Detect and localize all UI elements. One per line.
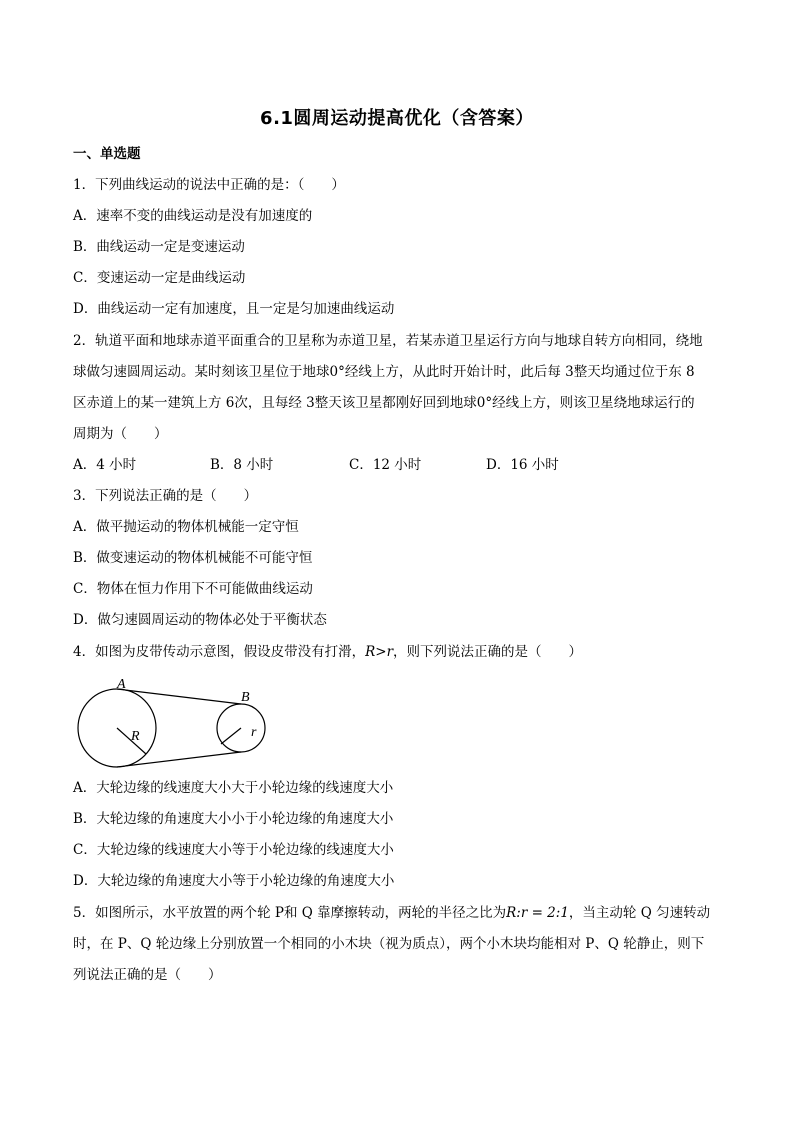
belt-upper <box>117 689 241 704</box>
q2-option-a: A．4 小时 <box>73 457 137 473</box>
page-title: 6.1圆周运动提高优化（含答案） <box>260 108 534 129</box>
q3-stem: 3．下列说法正确的是（ ） <box>73 488 258 504</box>
q1-option-a: A．速率不变的曲线运动是没有加速度的 <box>73 208 313 224</box>
q4-option-b: B．大轮边缘的角速度大小小于小轮边缘的角速度大小 <box>73 811 394 827</box>
section-heading: 一、单选题 <box>73 146 141 162</box>
q2-option-c: C．12 小时 <box>349 457 422 473</box>
belt-lower <box>117 752 241 767</box>
q2-stem-line-4: 周期为（ ） <box>73 426 168 442</box>
point-a-label: A <box>117 677 126 692</box>
q2-stem-line-2: 球做匀速圆周运动。某时刻该卫星位于地球0°经线上方，从此时开始计时，此后每 3整天均通过位于东 8 <box>73 364 695 380</box>
q1-stem: 1．下列曲线运动的说法中正确的是：（ ） <box>73 177 345 193</box>
q1-option-d: D．曲线运动一定有加速度，且一定是匀加速曲线运动 <box>73 301 395 317</box>
q4-option-c: C．大轮边缘的线速度大小等于小轮边缘的线速度大小 <box>73 842 394 858</box>
q4-stem-text-pre: 4．如图为皮带传动示意图，假设皮带没有打滑， <box>73 644 366 660</box>
q5-stem-text-post: ，当主动轮 Q 匀速转动 <box>568 905 711 921</box>
point-b-label: B <box>241 690 250 705</box>
q1-option-c: C．变速运动一定是曲线运动 <box>73 270 246 286</box>
radius-R-label: R <box>131 729 140 744</box>
small-wheel-radius <box>221 728 241 744</box>
q5-stem-line-3: 列说法正确的是（ ） <box>73 967 222 983</box>
q2-option-b: B．8 小时 <box>210 457 274 473</box>
q3-option-b: B．做变速运动的物体机械能不可能守恒 <box>73 550 313 566</box>
q2-option-d: D．16 小时 <box>486 457 559 473</box>
q5-stem-line-1 <box>73 904 710 922</box>
q4-option-d: D．大轮边缘的角速度大小等于小轮边缘的角速度大小 <box>73 873 395 889</box>
q4-stem-math: R>r <box>365 644 394 660</box>
q2-stem-line-1: 2．轨道平面和地球赤道平面重合的卫星称为赤道卫星，若某赤道卫星运行方向与地球自转方向相同，绕地 <box>73 333 703 349</box>
q4-option-a: A．大轮边缘的线速度大小大于小轮边缘的线速度大小 <box>73 780 394 796</box>
q3-option-d: D．做匀速圆周运动的物体必处于平衡状态 <box>73 612 327 628</box>
q5-stem-text-pre: 5．如图所示，水平放置的两个轮 P和 Q 靠摩擦转动，两轮的半径之比为 <box>73 905 507 921</box>
q2-stem-line-3: 区赤道上的某一建筑上方 6次，且每经 3整天该卫星都刚好回到地球0°经线上方，则该卫星绕地球运行的 <box>73 395 695 411</box>
q3-option-a: A．做平抛运动的物体机械能一定守恒 <box>73 519 299 535</box>
q4-stem <box>73 643 582 661</box>
belt-drive-figure <box>70 672 280 777</box>
q1-option-b: B．曲线运动一定是变速运动 <box>73 239 245 255</box>
radius-r-label: r <box>251 725 257 740</box>
q5-stem-line-2: 时，在 P、Q 轮边缘上分别放置一个相同的小木块（视为质点），两个小木块均能相对 P、Q 轮静止，则下 <box>73 936 705 952</box>
q3-option-c: C．物体在恒力作用下不可能做曲线运动 <box>73 581 313 597</box>
q4-stem-text-post: ，则下列说法正确的是（ ） <box>393 644 583 660</box>
q5-stem-math: R:r = 2:1 <box>506 905 569 921</box>
